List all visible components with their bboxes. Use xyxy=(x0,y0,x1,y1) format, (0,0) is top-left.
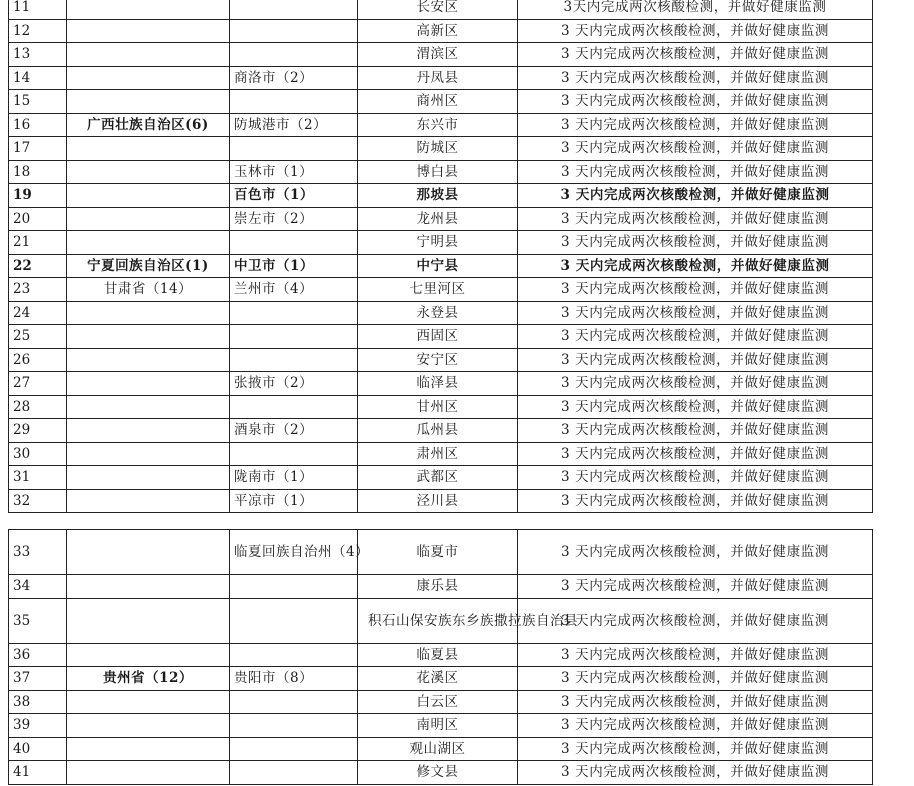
city-cell: 酒泉市（2） xyxy=(230,419,358,443)
city-cell xyxy=(230,643,358,667)
city-cell xyxy=(230,737,358,761)
province-cell xyxy=(67,137,230,161)
row-number-cell: 27 xyxy=(9,372,67,396)
row-number-cell: 37 xyxy=(9,667,67,691)
province-cell xyxy=(67,160,230,184)
row-number-cell: 28 xyxy=(9,395,67,419)
row-number-cell: 31 xyxy=(9,466,67,490)
city-cell xyxy=(230,690,358,714)
row-number-cell: 40 xyxy=(9,737,67,761)
table-row xyxy=(9,207,873,231)
measure-cell: 3 天内完成两次核酸检测，并做好健康监测 xyxy=(518,325,873,349)
province-cell xyxy=(67,90,230,114)
county-cell: 长安区 xyxy=(358,0,518,19)
measure-cell: 3 天内完成两次核酸检测，并做好健康监测 xyxy=(518,66,873,90)
province-cell xyxy=(67,301,230,325)
measure-cell: 3 天内完成两次核酸检测，并做好健康监测 xyxy=(518,395,873,419)
measure-cell: 3天内完成两次核酸检测，并做好健康监测 xyxy=(518,0,873,19)
measure-cell: 3 天内完成两次核酸检测，并做好健康监测 xyxy=(518,442,873,466)
county-cell: 安宁区 xyxy=(358,348,518,372)
city-cell xyxy=(230,714,358,738)
table-row xyxy=(9,348,873,372)
province-cell xyxy=(67,737,230,761)
table-row xyxy=(9,113,873,137)
city-cell xyxy=(230,348,358,372)
row-number-cell: 19 xyxy=(9,184,67,208)
row-number-cell: 34 xyxy=(9,575,67,599)
city-cell: 防城港市（2） xyxy=(230,113,358,137)
row-number-cell: 26 xyxy=(9,348,67,372)
row-number-cell: 18 xyxy=(9,160,67,184)
region-table-top xyxy=(8,0,873,513)
province-cell xyxy=(67,489,230,513)
measure-cell: 3 天内完成两次核酸检测，并做好健康监测 xyxy=(518,113,873,137)
row-number-cell: 13 xyxy=(9,43,67,67)
county-cell: 永登县 xyxy=(358,301,518,325)
county-cell: 博白县 xyxy=(358,160,518,184)
province-cell: 贵州省（12） xyxy=(67,667,230,691)
table-row xyxy=(9,160,873,184)
city-cell: 张掖市（2） xyxy=(230,372,358,396)
county-cell: 观山湖区 xyxy=(358,737,518,761)
table-row xyxy=(9,442,873,466)
city-cell: 陇南市（1） xyxy=(230,466,358,490)
county-cell: 临夏县 xyxy=(358,643,518,667)
city-cell xyxy=(230,19,358,43)
measure-cell: 3 天内完成两次核酸检测，并做好健康监测 xyxy=(518,489,873,513)
city-cell xyxy=(230,575,358,599)
row-number-cell: 39 xyxy=(9,714,67,738)
county-cell: 渭滨区 xyxy=(358,43,518,67)
county-cell: 宁明县 xyxy=(358,231,518,255)
row-number-cell: 25 xyxy=(9,325,67,349)
measure-cell: 3 天内完成两次核酸检测，并做好健康监测 xyxy=(518,643,873,667)
measure-cell: 3 天内完成两次核酸检测，并做好健康监测 xyxy=(518,714,873,738)
city-cell xyxy=(230,325,358,349)
province-cell xyxy=(67,348,230,372)
measure-cell: 3 天内完成两次核酸检测，并做好健康监测 xyxy=(518,737,873,761)
city-cell: 临夏回族自治州（4） xyxy=(230,530,358,575)
province-cell xyxy=(67,419,230,443)
county-cell: 那坡县 xyxy=(358,184,518,208)
province-cell xyxy=(67,325,230,349)
city-cell xyxy=(230,598,358,643)
province-cell xyxy=(67,372,230,396)
table-row xyxy=(9,19,873,43)
measure-cell: 3 天内完成两次核酸检测，并做好健康监测 xyxy=(518,761,873,785)
county-cell: 肃州区 xyxy=(358,442,518,466)
table-row xyxy=(9,395,873,419)
city-cell: 崇左市（2） xyxy=(230,207,358,231)
city-cell xyxy=(230,761,358,785)
county-cell: 中宁县 xyxy=(358,254,518,278)
measure-cell: 3 天内完成两次核酸检测，并做好健康监测 xyxy=(518,598,873,643)
city-cell: 兰州市（4） xyxy=(230,278,358,302)
city-cell xyxy=(230,301,358,325)
row-number-cell: 41 xyxy=(9,761,67,785)
table-row xyxy=(9,137,873,161)
city-cell xyxy=(230,395,358,419)
measure-cell: 3 天内完成两次核酸检测，并做好健康监测 xyxy=(518,372,873,396)
county-cell: 南明区 xyxy=(358,714,518,738)
county-cell: 商州区 xyxy=(358,90,518,114)
county-cell: 武都区 xyxy=(358,466,518,490)
province-cell: 广西壮族自治区(6) xyxy=(67,113,230,137)
county-cell: 白云区 xyxy=(358,690,518,714)
county-cell: 七里河区 xyxy=(358,278,518,302)
measure-cell: 3 天内完成两次核酸检测，并做好健康监测 xyxy=(518,575,873,599)
table-row xyxy=(9,254,873,278)
province-cell xyxy=(67,43,230,67)
city-cell: 百色市（1） xyxy=(230,184,358,208)
region-table-bottom xyxy=(8,529,873,785)
row-number-cell: 30 xyxy=(9,442,67,466)
city-cell xyxy=(230,442,358,466)
measure-cell: 3 天内完成两次核酸检测，并做好健康监测 xyxy=(518,530,873,575)
county-cell: 高新区 xyxy=(358,19,518,43)
table-row xyxy=(9,325,873,349)
city-cell xyxy=(230,231,358,255)
county-cell: 龙州县 xyxy=(358,207,518,231)
row-number-cell: 32 xyxy=(9,489,67,513)
city-cell: 平凉市（1） xyxy=(230,489,358,513)
table-row xyxy=(9,530,873,575)
row-number-cell: 38 xyxy=(9,690,67,714)
province-cell xyxy=(67,575,230,599)
table-row xyxy=(9,278,873,302)
measure-cell: 3 天内完成两次核酸检测，并做好健康监测 xyxy=(518,207,873,231)
measure-cell: 3 天内完成两次核酸检测，并做好健康监测 xyxy=(518,419,873,443)
county-cell: 防城区 xyxy=(358,137,518,161)
row-number-cell: 12 xyxy=(9,19,67,43)
table-row xyxy=(9,0,873,19)
province-cell xyxy=(67,714,230,738)
table-row xyxy=(9,184,873,208)
province-cell xyxy=(67,643,230,667)
table-row xyxy=(9,90,873,114)
province-cell xyxy=(67,231,230,255)
measure-cell: 3 天内完成两次核酸检测，并做好健康监测 xyxy=(518,19,873,43)
table-row xyxy=(9,714,873,738)
county-cell: 临泽县 xyxy=(358,372,518,396)
city-cell: 商洛市（2） xyxy=(230,66,358,90)
table-row xyxy=(9,43,873,67)
measure-cell: 3 天内完成两次核酸检测，并做好健康监测 xyxy=(518,278,873,302)
row-number-cell: 11 xyxy=(9,0,67,19)
province-cell xyxy=(67,598,230,643)
province-cell xyxy=(67,395,230,419)
city-cell: 中卫市（1） xyxy=(230,254,358,278)
measure-cell: 3 天内完成两次核酸检测，并做好健康监测 xyxy=(518,690,873,714)
row-number-cell: 23 xyxy=(9,278,67,302)
measure-cell: 3 天内完成两次核酸检测，并做好健康监测 xyxy=(518,667,873,691)
table-row xyxy=(9,231,873,255)
row-number-cell: 29 xyxy=(9,419,67,443)
province-cell xyxy=(67,466,230,490)
measure-cell: 3 天内完成两次核酸检测，并做好健康监测 xyxy=(518,466,873,490)
county-cell: 西固区 xyxy=(358,325,518,349)
county-cell: 瓜州县 xyxy=(358,419,518,443)
region-table-bottom-body xyxy=(9,530,873,785)
city-cell: 玉林市（1） xyxy=(230,160,358,184)
measure-cell: 3 天内完成两次核酸检测，并做好健康监测 xyxy=(518,137,873,161)
county-cell: 积石山保安族东乡族撒拉族自治县 xyxy=(358,598,518,643)
county-cell: 临夏市 xyxy=(358,530,518,575)
province-cell: 甘肃省（14） xyxy=(67,278,230,302)
table-row xyxy=(9,667,873,691)
row-number-cell: 17 xyxy=(9,137,67,161)
measure-cell: 3 天内完成两次核酸检测，并做好健康监测 xyxy=(518,254,873,278)
measure-cell: 3 天内完成两次核酸检测，并做好健康监测 xyxy=(518,184,873,208)
region-table-top-body xyxy=(9,0,873,513)
table-row xyxy=(9,466,873,490)
county-cell: 花溪区 xyxy=(358,667,518,691)
measure-cell: 3 天内完成两次核酸检测，并做好健康监测 xyxy=(518,160,873,184)
table-row xyxy=(9,301,873,325)
row-number-cell: 14 xyxy=(9,66,67,90)
row-number-cell: 36 xyxy=(9,643,67,667)
province-cell xyxy=(67,0,230,19)
county-cell: 康乐县 xyxy=(358,575,518,599)
province-cell xyxy=(67,690,230,714)
row-number-cell: 24 xyxy=(9,301,67,325)
table-row xyxy=(9,643,873,667)
table-row xyxy=(9,419,873,443)
province-cell xyxy=(67,442,230,466)
row-number-cell: 16 xyxy=(9,113,67,137)
province-cell xyxy=(67,184,230,208)
measure-cell: 3 天内完成两次核酸检测，并做好健康监测 xyxy=(518,231,873,255)
measure-cell: 3 天内完成两次核酸检测，并做好健康监测 xyxy=(518,90,873,114)
county-cell: 丹凤县 xyxy=(358,66,518,90)
measure-cell: 3 天内完成两次核酸检测，并做好健康监测 xyxy=(518,43,873,67)
province-cell xyxy=(67,761,230,785)
county-cell: 泾川县 xyxy=(358,489,518,513)
province-cell xyxy=(67,19,230,43)
table-row xyxy=(9,598,873,643)
province-cell xyxy=(67,207,230,231)
province-cell xyxy=(67,530,230,575)
table-row xyxy=(9,489,873,513)
table-row xyxy=(9,737,873,761)
table-row xyxy=(9,761,873,785)
row-number-cell: 22 xyxy=(9,254,67,278)
city-cell xyxy=(230,43,358,67)
row-number-cell: 20 xyxy=(9,207,67,231)
city-cell xyxy=(230,90,358,114)
table-row xyxy=(9,690,873,714)
county-cell: 东兴市 xyxy=(358,113,518,137)
row-number-cell: 21 xyxy=(9,231,67,255)
measure-cell: 3 天内完成两次核酸检测，并做好健康监测 xyxy=(518,348,873,372)
county-cell: 甘州区 xyxy=(358,395,518,419)
city-cell: 贵阳市（8） xyxy=(230,667,358,691)
row-number-cell: 33 xyxy=(9,530,67,575)
table-row xyxy=(9,575,873,599)
measure-cell: 3 天内完成两次核酸检测，并做好健康监测 xyxy=(518,301,873,325)
table-row xyxy=(9,372,873,396)
province-cell xyxy=(67,66,230,90)
county-cell: 修文县 xyxy=(358,761,518,785)
city-cell xyxy=(230,137,358,161)
city-cell xyxy=(230,0,358,19)
table-row xyxy=(9,66,873,90)
row-number-cell: 35 xyxy=(9,598,67,643)
row-number-cell: 15 xyxy=(9,90,67,114)
province-cell: 宁夏回族自治区(1) xyxy=(67,254,230,278)
